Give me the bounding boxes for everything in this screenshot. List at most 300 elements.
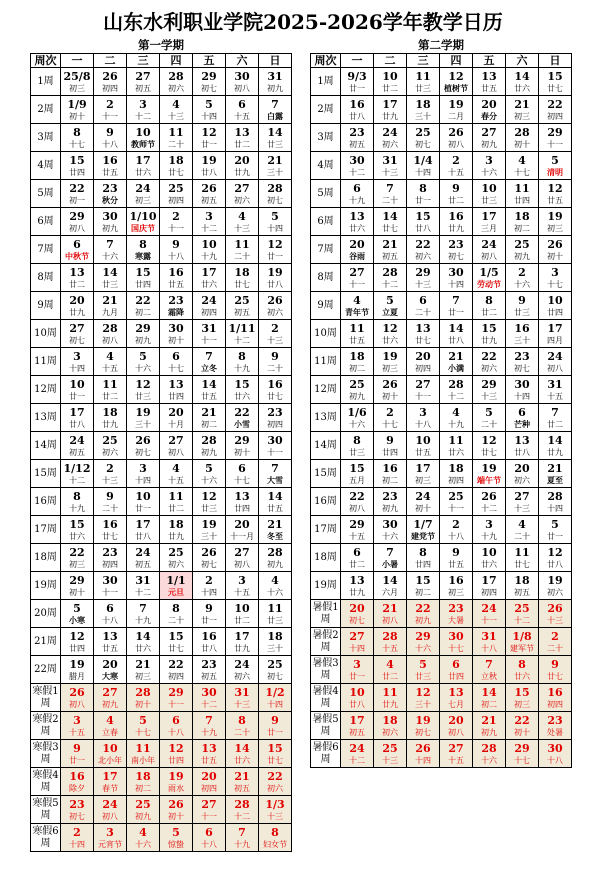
day-number: 10 (547, 293, 563, 307)
lunar-label: 初三 (69, 83, 85, 93)
header-tue: 二 (94, 54, 127, 68)
lunar-label: 初六 (234, 195, 250, 205)
day-cell-tue (94, 740, 127, 768)
day-number: 23 (102, 181, 118, 195)
day-number: 22 (415, 601, 431, 615)
lunar-label: 初八 (349, 503, 365, 513)
week-row (311, 628, 572, 656)
day-number: 11 (514, 181, 530, 195)
lunar-label: 初五 (135, 83, 151, 93)
lunar-label: 廿九 (234, 643, 250, 653)
day-number: 1/3 (265, 797, 285, 811)
day-cell-fri (473, 684, 506, 712)
day-cell-thu (160, 628, 193, 656)
day-cell-tue (374, 516, 407, 544)
day-number: 7 (485, 657, 493, 671)
lunar-label: 十二 (234, 811, 250, 821)
day-number: 22 (349, 489, 365, 503)
day-cell-fri (473, 320, 506, 348)
day-number: 29 (547, 125, 563, 139)
day-cell-mon (341, 264, 374, 292)
lunar-label: 廿六 (69, 531, 85, 541)
day-number: 15 (547, 69, 563, 83)
lunar-label: 廿九 (448, 223, 464, 233)
day-cell-tue (94, 96, 127, 124)
day-cell-sat (226, 348, 259, 376)
day-number: 23 (168, 293, 184, 307)
day-number: 27 (234, 181, 250, 195)
day-number: 28 (168, 69, 184, 83)
day-number: 7 (106, 237, 114, 251)
lunar-label: 廿八 (448, 335, 464, 345)
day-cell-sun (539, 544, 572, 572)
lunar-label: 初七 (514, 363, 530, 373)
day-cell-mon (61, 292, 94, 320)
day-number: 16 (102, 517, 118, 531)
lunar-label: 教师节 (131, 138, 155, 149)
day-cell-thu (440, 124, 473, 152)
day-cell-mon (341, 488, 374, 516)
day-cell-fri (193, 292, 226, 320)
day-number: 8 (238, 713, 246, 727)
lunar-label: 十四 (349, 643, 365, 653)
lunar-label: 除夕 (69, 783, 85, 793)
lunar-label: 初八 (69, 223, 85, 233)
lunar-label: 初三 (514, 699, 530, 709)
day-cell-sat (226, 320, 259, 348)
day-number: 8 (485, 293, 493, 307)
lunar-label: 廿一 (69, 755, 85, 765)
day-cell-sat (506, 208, 539, 236)
day-number: 26 (382, 377, 398, 391)
day-number: 31 (135, 573, 151, 587)
day-number: 25 (514, 237, 530, 251)
day-number: 5 (271, 209, 279, 223)
lunar-label: 廿七 (267, 391, 283, 401)
week-row (31, 796, 292, 824)
day-number: 9 (551, 657, 559, 671)
lunar-label: 二十 (481, 419, 497, 429)
lunar-label: 廿七 (514, 559, 530, 569)
lunar-label: 十六 (481, 755, 497, 765)
day-number: 19 (547, 209, 563, 223)
day-number: 31 (267, 69, 283, 83)
lunar-label: 初六 (514, 475, 530, 485)
lunar-label: 初五 (349, 139, 365, 149)
day-cell-sun (539, 432, 572, 460)
lunar-label: 廿一 (267, 727, 283, 737)
lunar-label: 初八 (448, 727, 464, 737)
day-cell-mon (341, 516, 374, 544)
day-cell-sat (226, 600, 259, 628)
day-cell-sat (506, 432, 539, 460)
day-cell-mon (61, 96, 94, 124)
day-cell-sun (539, 180, 572, 208)
lunar-label: 廿四 (382, 447, 398, 457)
lunar-label: 初四 (267, 419, 283, 429)
day-number: 4 (172, 97, 180, 111)
day-number: 24 (481, 601, 497, 615)
week-label: 11周 (31, 348, 61, 376)
week-label: 3周 (31, 124, 61, 152)
day-cell-thu (160, 712, 193, 740)
day-cell-sat (226, 292, 259, 320)
lunar-label: 初十 (168, 811, 184, 821)
day-number: 2 (271, 321, 279, 335)
day-cell-mon (341, 180, 374, 208)
lunar-label: 立冬 (201, 362, 217, 373)
lunar-label: 廿二 (234, 139, 250, 149)
day-cell-sat (226, 124, 259, 152)
lunar-label: 初四 (102, 83, 118, 93)
day-number: 30 (349, 153, 365, 167)
day-cell-wed (127, 348, 160, 376)
lunar-label: 初六 (168, 559, 184, 569)
day-cell-sun (259, 124, 292, 152)
lunar-label: 廿一 (201, 139, 217, 149)
lunar-label: 廿五 (349, 335, 365, 345)
week-label: 10周 (31, 320, 61, 348)
day-number: 25 (415, 125, 431, 139)
lunar-label: 廿六 (514, 83, 530, 93)
week-row (31, 712, 292, 740)
lunar-label: 廿八 (69, 419, 85, 429)
header-week-label: 周次 (311, 54, 341, 68)
day-number: 17 (135, 153, 151, 167)
day-number: 27 (168, 433, 184, 447)
lunar-label: 初二 (135, 307, 151, 317)
day-cell-mon (61, 712, 94, 740)
day-number: 19 (201, 517, 217, 531)
day-number: 25 (267, 657, 283, 671)
day-cell-thu (440, 320, 473, 348)
day-cell-fri (473, 348, 506, 376)
day-number: 7 (452, 293, 460, 307)
day-number: 13 (168, 377, 184, 391)
lunar-label: 二月 (448, 111, 464, 121)
lunar-label: 廿七 (481, 447, 497, 457)
day-number: 7 (205, 713, 213, 727)
week-row (311, 460, 572, 488)
lunar-label: 廿八 (415, 223, 431, 233)
day-number: 29 (69, 209, 85, 223)
header-sun: 日 (539, 54, 572, 68)
lunar-label: 三十 (514, 335, 530, 345)
lunar-label: 十六 (382, 531, 398, 541)
day-cell-mon (61, 824, 94, 852)
day-number: 18 (415, 97, 431, 111)
lunar-label: 十七 (382, 419, 398, 429)
day-cell-thu (440, 544, 473, 572)
day-number: 24 (201, 293, 217, 307)
day-number: 28 (547, 489, 563, 503)
lunar-label: 初八 (234, 83, 250, 93)
day-cell-sat (226, 628, 259, 656)
day-number: 9 (205, 601, 213, 615)
lunar-label: 廿二 (547, 419, 563, 429)
day-number: 17 (382, 97, 398, 111)
day-number: 4 (518, 153, 526, 167)
day-number: 12 (547, 181, 563, 195)
week-row (311, 348, 572, 376)
day-number: 18 (102, 405, 118, 419)
day-cell-sun (259, 264, 292, 292)
day-number: 28 (448, 377, 464, 391)
lunar-label: 廿八 (514, 447, 530, 457)
lunar-label: 初十 (514, 727, 530, 737)
day-cell-wed (407, 68, 440, 96)
day-number: 7 (238, 825, 246, 839)
day-number: 30 (448, 265, 464, 279)
day-cell-mon (61, 628, 94, 656)
lunar-label: 二十 (102, 503, 118, 513)
day-number: 21 (267, 517, 283, 531)
lunar-label: 十七 (448, 643, 464, 653)
day-cell-fri (473, 600, 506, 628)
day-number: 19 (448, 97, 464, 111)
day-number: 19 (201, 153, 217, 167)
day-cell-wed (407, 740, 440, 768)
day-cell-sat (226, 180, 259, 208)
weekday-header-row (31, 54, 292, 68)
day-number: 9 (452, 545, 460, 559)
lunar-label: 三十 (201, 531, 217, 541)
week-row (311, 68, 572, 96)
lunar-label: 初八 (234, 559, 250, 569)
week-row (31, 68, 292, 96)
header-sat: 六 (226, 54, 259, 68)
day-cell-sat (506, 292, 539, 320)
day-number: 11 (168, 125, 184, 139)
day-cell-mon (61, 152, 94, 180)
day-number: 10 (234, 601, 250, 615)
week-label: 4周 (31, 152, 61, 180)
lunar-label: 初四 (547, 111, 563, 121)
day-cell-wed (407, 236, 440, 264)
day-number: 17 (201, 265, 217, 279)
day-number: 27 (201, 797, 217, 811)
lunar-label: 廿七 (547, 671, 563, 681)
lunar-label: 芒种 (514, 418, 530, 429)
day-cell-fri (193, 348, 226, 376)
lunar-label: 十四 (267, 223, 283, 233)
week-label: 15周 (31, 460, 61, 488)
lunar-label: 廿五 (168, 279, 184, 289)
lunar-label: 十九 (349, 195, 365, 205)
day-number: 8 (172, 601, 180, 615)
lunar-label: 初一 (69, 195, 85, 205)
day-cell-wed (407, 152, 440, 180)
header-sat: 六 (506, 54, 539, 68)
lunar-label: 廿六 (481, 559, 497, 569)
day-cell-sat (506, 152, 539, 180)
day-number: 3 (419, 405, 427, 419)
day-number: 19 (168, 769, 184, 783)
lunar-label: 廿五 (481, 83, 497, 93)
day-number: 9 (452, 181, 460, 195)
lunar-label: 初二 (349, 363, 365, 373)
day-number: 22 (514, 713, 530, 727)
lunar-label: 初六 (267, 783, 283, 793)
lunar-label: 廿九 (349, 587, 365, 597)
day-number: 13 (349, 209, 365, 223)
day-number: 17 (349, 713, 365, 727)
day-number: 26 (102, 69, 118, 83)
lunar-label: 初五 (234, 307, 250, 317)
day-number: 30 (102, 573, 118, 587)
day-number: 19 (135, 405, 151, 419)
lunar-label: 廿七 (267, 755, 283, 765)
day-cell-thu (160, 684, 193, 712)
day-number: 12 (201, 125, 217, 139)
day-cell-sun (259, 684, 292, 712)
lunar-label: 初二 (382, 475, 398, 485)
day-cell-mon (341, 320, 374, 348)
day-number: 31 (547, 377, 563, 391)
day-number: 21 (102, 293, 118, 307)
day-number: 24 (481, 237, 497, 251)
day-cell-fri (473, 516, 506, 544)
week-row (311, 404, 572, 432)
day-cell-sun (259, 348, 292, 376)
day-cell-wed (127, 460, 160, 488)
day-cell-thu (440, 740, 473, 768)
week-label: 20周 (31, 600, 61, 628)
day-cell-fri (193, 684, 226, 712)
lunar-label: 十四 (415, 167, 431, 177)
day-number: 5 (139, 713, 147, 727)
day-cell-sat (226, 656, 259, 684)
day-number: 22 (168, 657, 184, 671)
day-cell-mon (341, 628, 374, 656)
day-number: 25 (168, 545, 184, 559)
day-cell-sun (259, 236, 292, 264)
lunar-label: 春分 (481, 110, 497, 121)
day-number: 5 (551, 153, 559, 167)
day-number: 3 (353, 657, 361, 671)
day-number: 8 (419, 545, 427, 559)
day-cell-wed (127, 712, 160, 740)
lunar-label: 十一 (547, 139, 563, 149)
day-number: 10 (481, 181, 497, 195)
day-cell-fri (193, 96, 226, 124)
lunar-label: 初六 (547, 587, 563, 597)
day-cell-sat (506, 488, 539, 516)
lunar-label: 十四 (547, 503, 563, 513)
day-cell-fri (193, 376, 226, 404)
day-number: 10 (135, 125, 151, 139)
lunar-label: 十六 (415, 643, 431, 653)
lunar-label: 廿四 (69, 167, 85, 177)
lunar-label: 十六 (102, 251, 118, 261)
lunar-label: 初九 (135, 811, 151, 821)
day-cell-sun (539, 264, 572, 292)
day-number: 1/10 (129, 209, 157, 223)
lunar-label: 三十 (415, 111, 431, 121)
week-label: 3周 (311, 124, 341, 152)
lunar-label: 十二 (201, 223, 217, 233)
lunar-label: 五月 (349, 475, 365, 485)
day-number: 7 (139, 601, 147, 615)
day-number: 21 (448, 349, 464, 363)
day-number: 4 (386, 657, 394, 671)
day-cell-fri (193, 544, 226, 572)
lunar-label: 立夏 (382, 306, 398, 317)
day-number: 25 (382, 741, 398, 755)
lunar-label: 廿一 (349, 671, 365, 681)
lunar-label: 初三 (514, 111, 530, 121)
day-cell-tue (94, 236, 127, 264)
day-cell-tue (94, 656, 127, 684)
lunar-label: 十四 (201, 587, 217, 597)
day-cell-sun (539, 740, 572, 768)
day-number: 9 (106, 125, 114, 139)
lunar-label: 廿七 (234, 279, 250, 289)
day-number: 29 (514, 741, 530, 755)
lunar-label: 廿八 (547, 559, 563, 569)
lunar-label: 十六 (514, 279, 530, 289)
lunar-label: 廿二 (102, 391, 118, 401)
day-number: 9 (73, 741, 81, 755)
day-cell-sun (539, 96, 572, 124)
day-number: 5 (172, 825, 180, 839)
day-cell-thu (440, 572, 473, 600)
day-cell-sun (259, 320, 292, 348)
day-cell-fri (193, 236, 226, 264)
day-number: 13 (349, 573, 365, 587)
day-number: 17 (481, 209, 497, 223)
day-cell-wed (407, 656, 440, 684)
day-cell-wed (127, 96, 160, 124)
day-cell-thu (160, 572, 193, 600)
lunar-label: 廿五 (201, 391, 217, 401)
day-cell-sat (506, 236, 539, 264)
week-label: 寒假6周 (31, 824, 61, 852)
lunar-label: 廿一 (69, 391, 85, 401)
day-number: 24 (547, 349, 563, 363)
day-cell-thu (160, 768, 193, 796)
day-cell-tue (374, 488, 407, 516)
lunar-label: 廿六 (135, 643, 151, 653)
semester-1-table (30, 53, 292, 852)
day-number: 6 (172, 713, 180, 727)
day-number: 26 (201, 545, 217, 559)
day-cell-sat (226, 152, 259, 180)
day-cell-mon (341, 152, 374, 180)
day-number: 20 (102, 657, 118, 671)
day-cell-sat (506, 572, 539, 600)
lunar-label: 十三 (102, 475, 118, 485)
day-cell-sun (259, 432, 292, 460)
day-cell-mon (61, 68, 94, 96)
lunar-label: 廿六 (234, 391, 250, 401)
lunar-label: 初八 (481, 251, 497, 261)
lunar-label: 初七 (267, 195, 283, 205)
day-number: 20 (481, 97, 497, 111)
day-cell-thu (440, 712, 473, 740)
lunar-label: 十六 (349, 419, 365, 429)
day-cell-mon (61, 600, 94, 628)
day-cell-wed (407, 180, 440, 208)
lunar-label: 十五 (102, 363, 118, 373)
lunar-label: 小寒 (69, 614, 85, 625)
lunar-label: 十四 (415, 755, 431, 765)
lunar-label: 十五 (547, 391, 563, 401)
day-number: 6 (452, 657, 460, 671)
week-row (311, 236, 572, 264)
lunar-label: 七月 (448, 699, 464, 709)
week-row (31, 460, 292, 488)
